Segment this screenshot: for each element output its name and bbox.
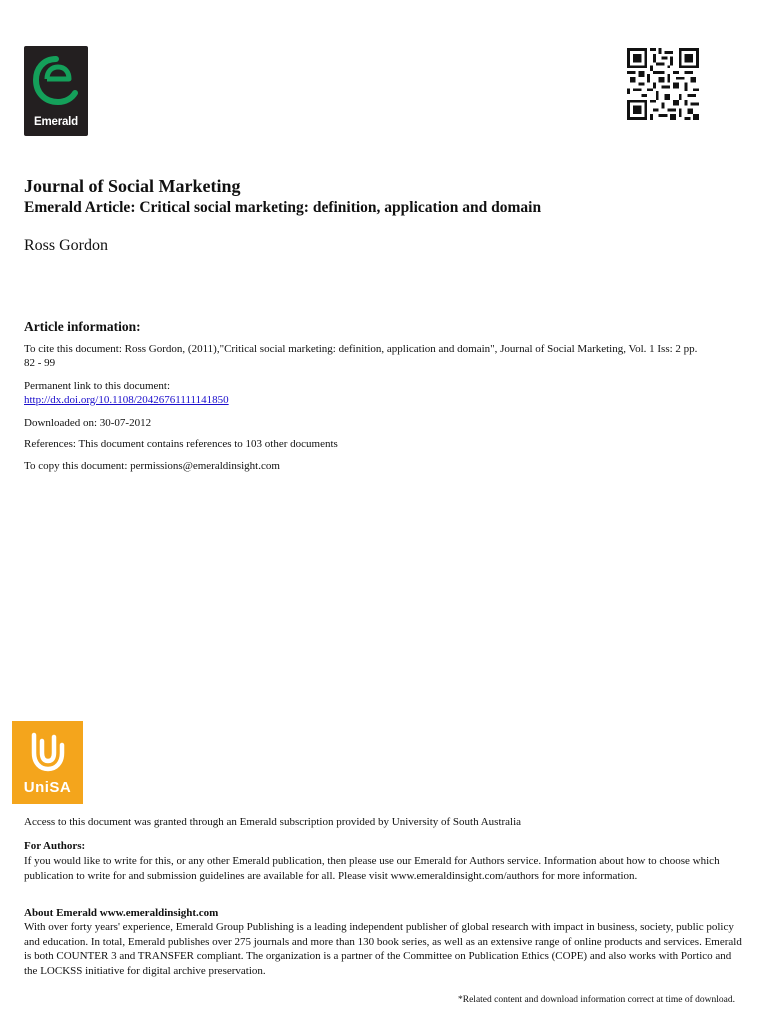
permalink-label: Permanent link to this document: [24, 380, 171, 392]
emerald-e-icon [32, 53, 80, 113]
permalink-link[interactable]: http://dx.doi.org/10.1108/20426761111141850 [24, 394, 229, 406]
citation-text: To cite this document: Ross Gordon, (2011),"Critical social marketing: definition, application and domain", Journal of Social Marketing, Vol. 1 Iss: 2 pp. 82 - 99 [24, 343, 698, 369]
references-count: References: This document contains references to 103 other documents [24, 438, 338, 450]
article-info-heading: Article information: [24, 319, 141, 334]
for-authors-text: If you would like to write for this, or any other Emerald publication, then please use our Emerald for Authors service. Information about how to choose which publication to write for and submission guidelines are available for all. Please visit www.emeraldinsight.com/authors for more information. [24, 855, 720, 882]
for-authors-heading: For Authors: [24, 840, 86, 852]
copy-permissions: To copy this document: permissions@emeraldinsight.com [24, 460, 280, 472]
about-emerald-text: With over forty years' experience, Emerald Group Publishing is a leading independent publisher of global research with impact in business, society, public policy and education. In total, Emerald publishes over 275 journals and more than 130 book series, as well as an extensive range of online products and services. Emerald is both COUNTER 3 and TRANSFER compliant. The organization is a partner of the Committee on Publication Ethics (COPE) and also works with Portico and the LOCKSS initiative for digital archive preservation. [24, 921, 742, 977]
emerald-logo-text: Emerald [34, 116, 78, 128]
unisa-logo-text: UniSA [23, 779, 72, 796]
author-name: Ross Gordon [24, 237, 109, 254]
unisa-logo [12, 721, 83, 804]
journal-title: Journal of Social Marketing [24, 176, 241, 196]
about-emerald-heading: About Emerald www.emeraldinsight.com [24, 907, 219, 919]
article-title: Emerald Article: Critical social marketing: definition, application and domain [24, 199, 542, 216]
emerald-logo [24, 46, 88, 136]
downloaded-date: Downloaded on: 30-07-2012 [24, 417, 152, 429]
access-statement: Access to this document was granted through an Emerald subscription provided by University of South Australia [24, 816, 522, 828]
qr-code [625, 48, 701, 120]
download-note: *Related content and download information correct at time of download. [458, 995, 735, 1005]
unisa-u-icon [28, 731, 68, 775]
